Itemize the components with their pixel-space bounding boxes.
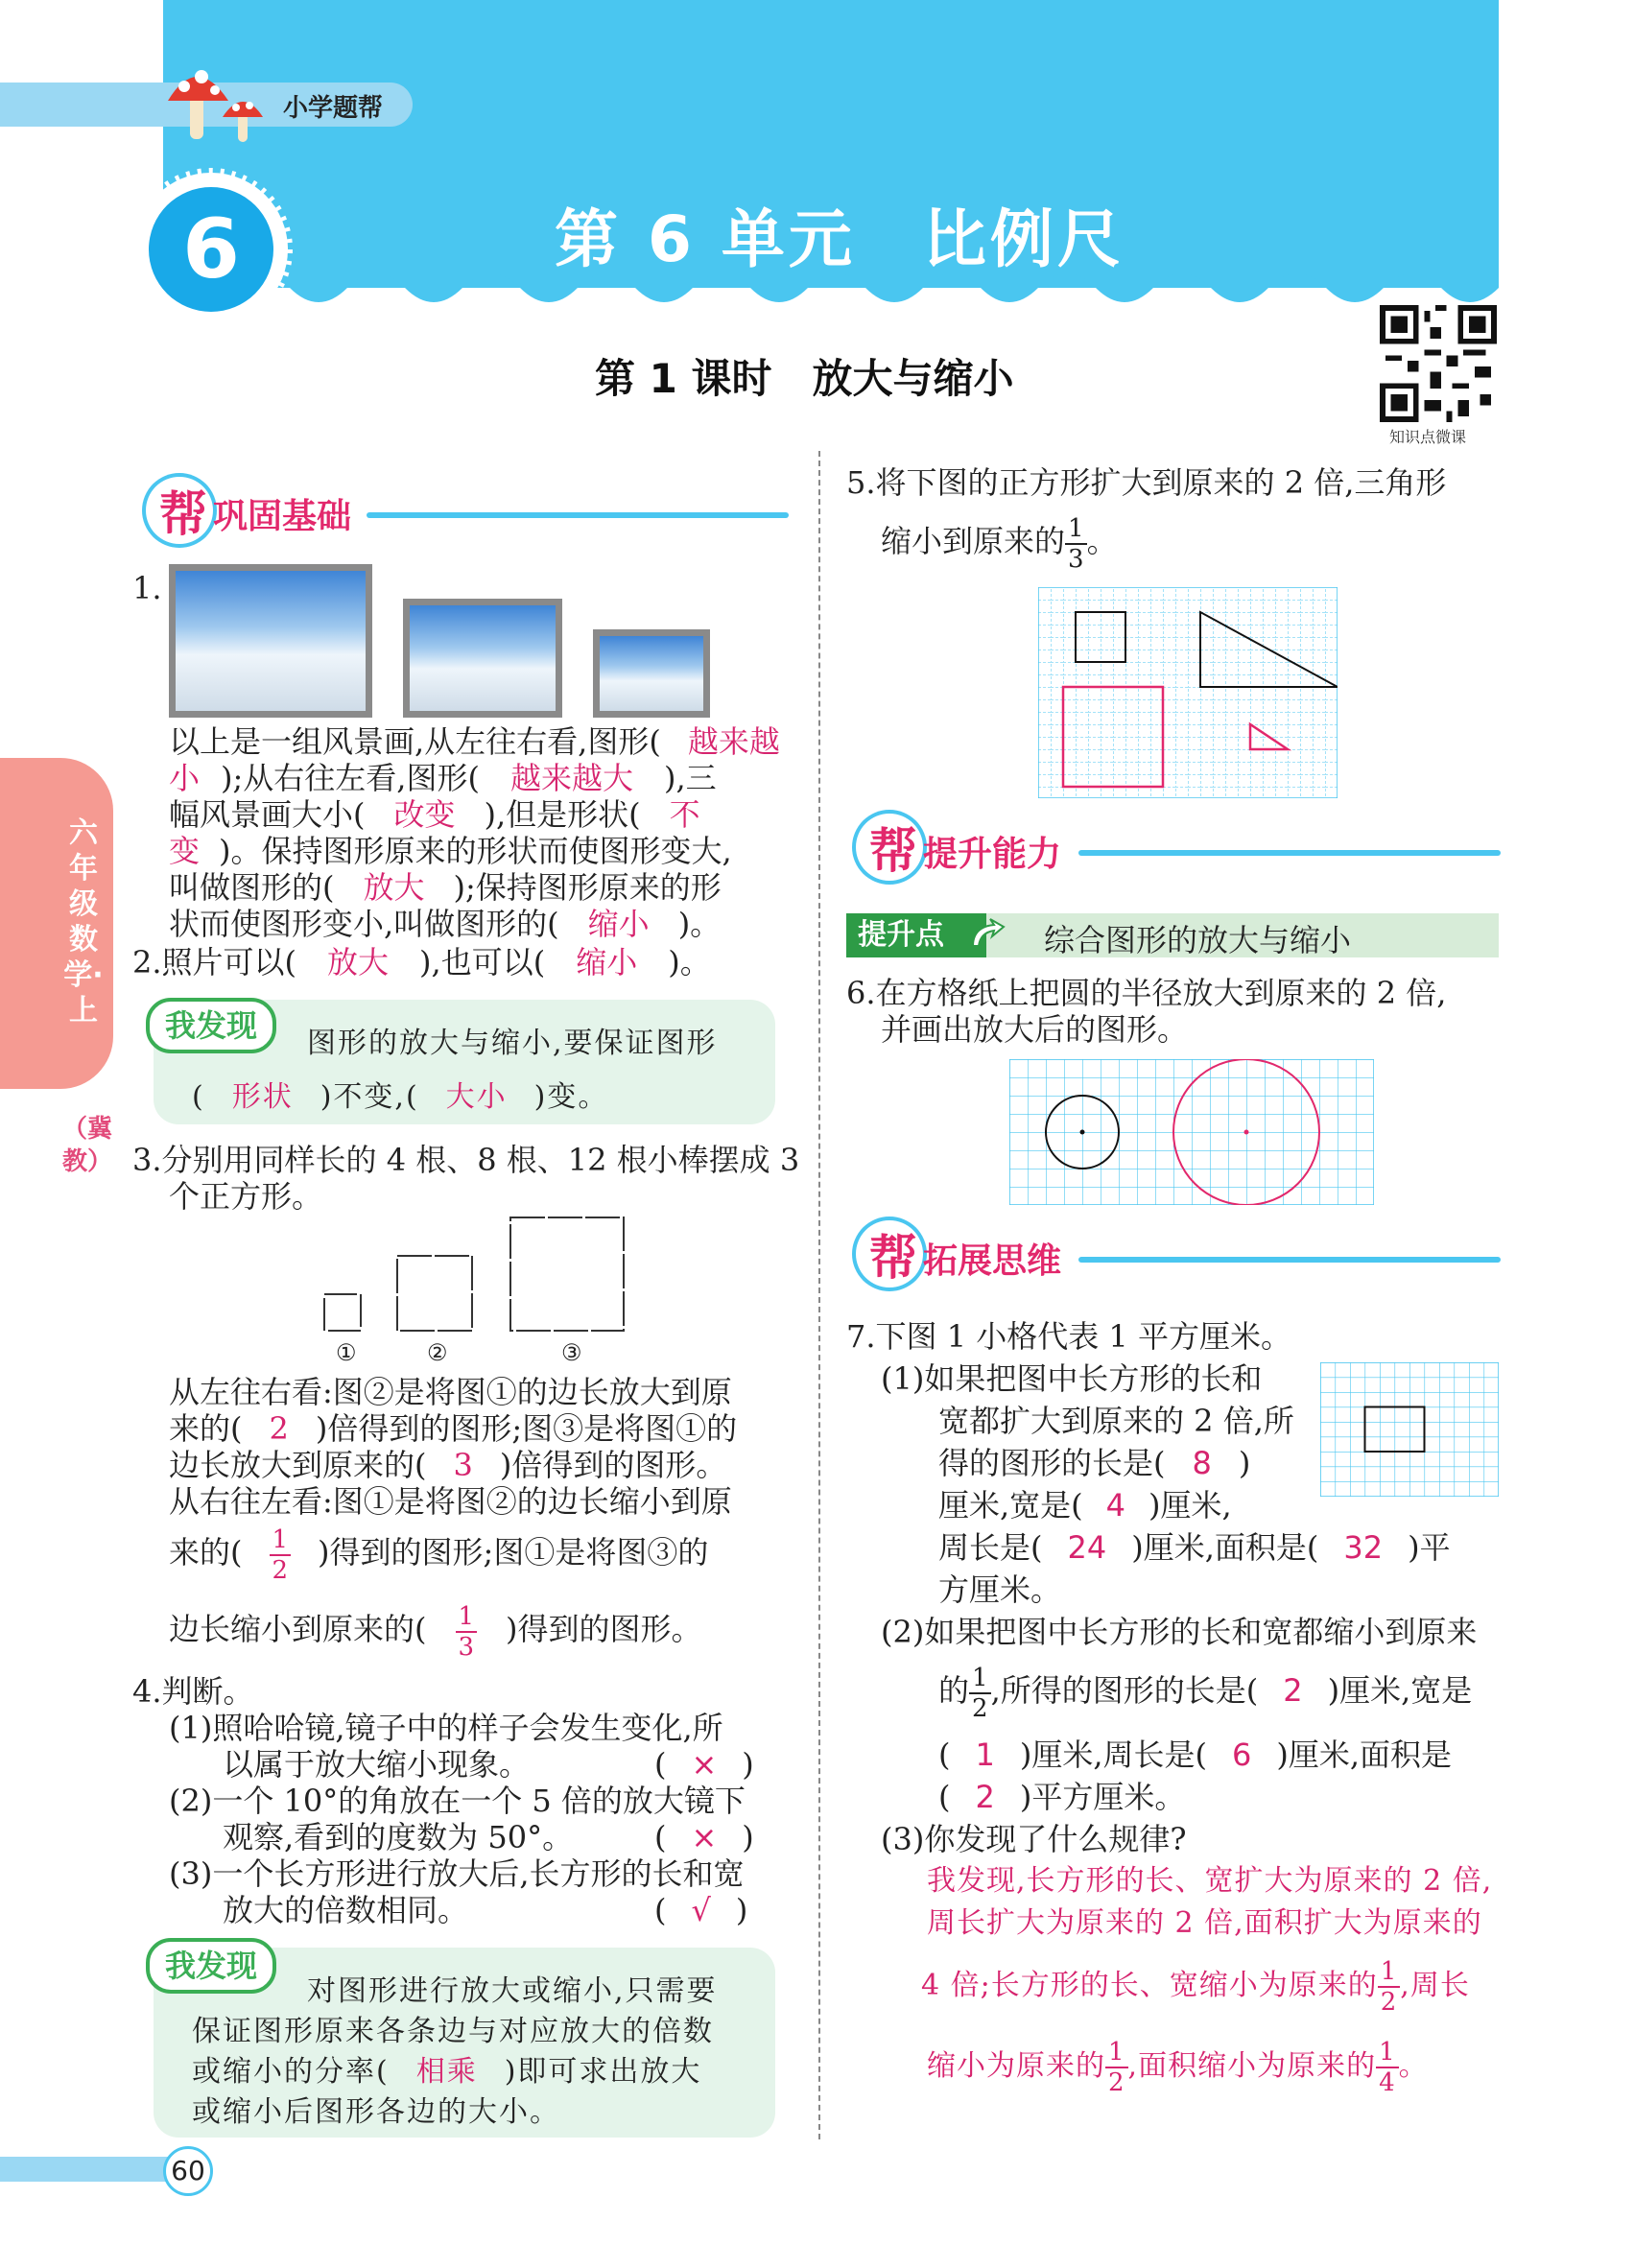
q7-rule-line2: 周长扩大为原来的 2 倍,面积扩大为原来的 <box>927 1906 1482 1940</box>
q3-line1: 3.分别用同样长的 4 根、8 根、12 根小棒摆成 3 <box>132 1142 800 1178</box>
tisheng-tag: 提升点 <box>846 913 986 957</box>
q5-line1: 5.将下图的正方形扩大到原来的 2 倍,三角形 <box>846 464 1447 501</box>
q7-p2b: 的 $\frac{1}{2}$ ,所得的图形的长是( 2 )厘米,宽是 <box>938 1663 1473 1723</box>
section-improve-line <box>1078 850 1501 856</box>
q3-s2: 来的( 2 )倍得到的图形;图③是将图①的 <box>169 1410 738 1447</box>
q3-line2: 个正方形。 <box>169 1178 323 1215</box>
mushroom-icon <box>163 58 278 149</box>
found-tag-2: 我发现 <box>146 1938 276 1994</box>
section-basic-line <box>367 512 789 518</box>
q7-p1b: 宽都扩大到原来的 2 倍,所 <box>938 1403 1294 1439</box>
q7-p2a: (2)如果把图中长方形的长和宽都缩小到原来 <box>881 1614 1478 1650</box>
q7-p1a: (1)如果把图中长方形的长和 <box>881 1360 1263 1397</box>
q4-item3-b: 放大的倍数相同。 <box>223 1892 469 1928</box>
q3-label-2: ② <box>427 1339 448 1366</box>
q3-label-1: ① <box>336 1339 357 1366</box>
q1-line2: 小 );从右往左看,图形( 越来越大 ),三 <box>169 760 717 796</box>
section-improve-big: 帮 <box>869 823 917 879</box>
q7-grid-figure <box>1320 1362 1499 1497</box>
unit-title: 第 6 单元 比例尺 <box>555 202 1125 276</box>
arrow-icon <box>969 917 1007 954</box>
section-expand-label: 拓展思维 <box>923 1241 1062 1281</box>
q6-line2: 并画出放大后的图形。 <box>881 1011 1189 1048</box>
q4-item1-b: 以属于放大缩小现象。 <box>223 1746 531 1783</box>
found2-line2: 保证图形原来各条边与对应放大的倍数 <box>192 2015 714 2048</box>
q3-s1: 从左往右看:图②是将图①的边长放大到原 <box>169 1374 732 1410</box>
section-expand-big: 帮 <box>869 1230 917 1286</box>
landscape-photo-medium <box>403 599 562 718</box>
q7-p1f: 方厘米。 <box>938 1571 1062 1608</box>
q1-number: 1. <box>132 570 162 606</box>
q3-s4: 从右往左看:图①是将图②的边长缩小到原 <box>169 1483 732 1520</box>
q5-line2: 缩小到原来的 $\frac{1}{3}$ 。 <box>881 513 1118 574</box>
side-tab-grade: 六年级数学·上 <box>63 816 104 1028</box>
q4-item1-answer: ( × ) <box>654 1746 754 1783</box>
q7-p3: (3)你发现了什么规律? <box>881 1821 1187 1857</box>
unit-number: 6 <box>149 187 273 312</box>
qr-label: 知识点微课 <box>1389 428 1467 446</box>
q3-s6: 边长缩小到原来的( $\frac{1}{3}$ )得到的图形。 <box>169 1601 702 1662</box>
q4-item2-b: 观察,看到的度数为 50°。 <box>223 1819 574 1855</box>
q4-item3-answer: ( √ ) <box>654 1892 748 1928</box>
q4-title: 4.判断。 <box>132 1673 254 1710</box>
q4-item1-a: (1)照哈哈镜,镜子中的样子会发生变化,所 <box>169 1710 723 1746</box>
q1-line3: 幅风景画大小( 改变 ),但是形状( 不 <box>169 796 700 833</box>
side-tab-edition: （冀教） <box>62 1115 113 1176</box>
q7-p1d: 厘米,宽是( 4 )厘米, <box>938 1487 1232 1524</box>
found2-line3: 或缩小的分率( 相乘 )即可求出放大 <box>192 2055 702 2089</box>
q1-line5: 叫做图形的( 放大 );保持图形原来的形 <box>169 869 722 906</box>
q4-item2-a: (2)一个 10°的角放在一个 5 倍的放大镜下 <box>169 1783 746 1819</box>
q7-p1e: 周长是( 24 )厘米,面积是( 32 )平 <box>938 1529 1451 1566</box>
column-divider <box>818 451 820 2139</box>
brand-label: 小学题帮 <box>283 94 384 123</box>
q7-rule-line1: 我发现,长方形的长、宽扩大为原来的 2 倍, <box>927 1864 1493 1898</box>
q3-label-3: ③ <box>561 1339 582 1366</box>
found1-line1: 图形的放大与缩小,要保证图形 <box>307 1027 718 1060</box>
q7-p2d: ( 2 )平方厘米。 <box>938 1779 1186 1815</box>
q6-line1: 6.在方格纸上把圆的半径放大到原来的 2 倍, <box>846 975 1447 1011</box>
q2: 2.照片可以( 放大 ),也可以( 缩小 )。 <box>132 944 711 980</box>
q7-title: 7.下图 1 小格代表 1 平方厘米。 <box>846 1318 1291 1355</box>
q5-grid-figure <box>1038 587 1338 798</box>
section-expand-line <box>1078 1257 1501 1263</box>
found2-line1: 对图形进行放大或缩小,只需要 <box>307 1974 718 2008</box>
landscape-photo-large <box>169 564 372 718</box>
q1-line4: 变 )。保持图形原来的形状而使图形变大, <box>169 833 732 869</box>
q1-line6: 状而使图形变小,叫做图形的( 缩小 )。 <box>169 906 722 942</box>
q4-item3-a: (3)一个长方形进行放大后,长方形的长和宽 <box>169 1855 745 1892</box>
found-tag-1: 我发现 <box>146 998 276 1053</box>
q4-item2-answer: ( × ) <box>654 1819 754 1855</box>
q7-rule-line4: 缩小为原来的 $\frac{1}{2}$ ,面积缩小为原来的 $\frac{1}{4}$ 。 <box>927 2038 1429 2097</box>
q1-line1: 以上是一组风景画,从左往右看,图形( 越来越 <box>169 723 780 760</box>
found1-line2: ( 形状 )不变,( 大小 )变。 <box>192 1080 609 1114</box>
page-number: 60 <box>163 2146 213 2196</box>
found2-line4: 或缩小后图形各边的大小。 <box>192 2095 560 2129</box>
q7-rule-line3: 4 倍;长方形的长、宽缩小为原来的 $\frac{1}{2}$ ,周长 <box>921 1957 1470 2017</box>
q3-s3: 边长放大到原来的( 3 )倍得到的图形。 <box>169 1447 727 1483</box>
section-improve-label: 提升能力 <box>923 835 1062 874</box>
q3-s5: 来的( $\frac{1}{2}$ )得到的图形;图①是将图③的 <box>169 1524 709 1585</box>
tisheng-text: 综合图形的放大与缩小 <box>1044 922 1352 958</box>
stick-squares-figure <box>317 1214 633 1367</box>
q7-p2c: ( 1 )厘米,周长是( 6 )厘米,面积是 <box>938 1736 1453 1773</box>
landscape-photo-small <box>593 629 710 718</box>
qr-code-icon[interactable] <box>1380 305 1497 422</box>
section-basic-label: 巩固基础 <box>213 497 352 536</box>
lesson-title: 第 1 课时 放大与缩小 <box>595 355 1014 402</box>
section-basic-big: 帮 <box>159 486 207 542</box>
q7-p1c: 得的图形的长是( 8 ) <box>938 1445 1251 1481</box>
q6-grid-figure <box>1009 1059 1374 1205</box>
